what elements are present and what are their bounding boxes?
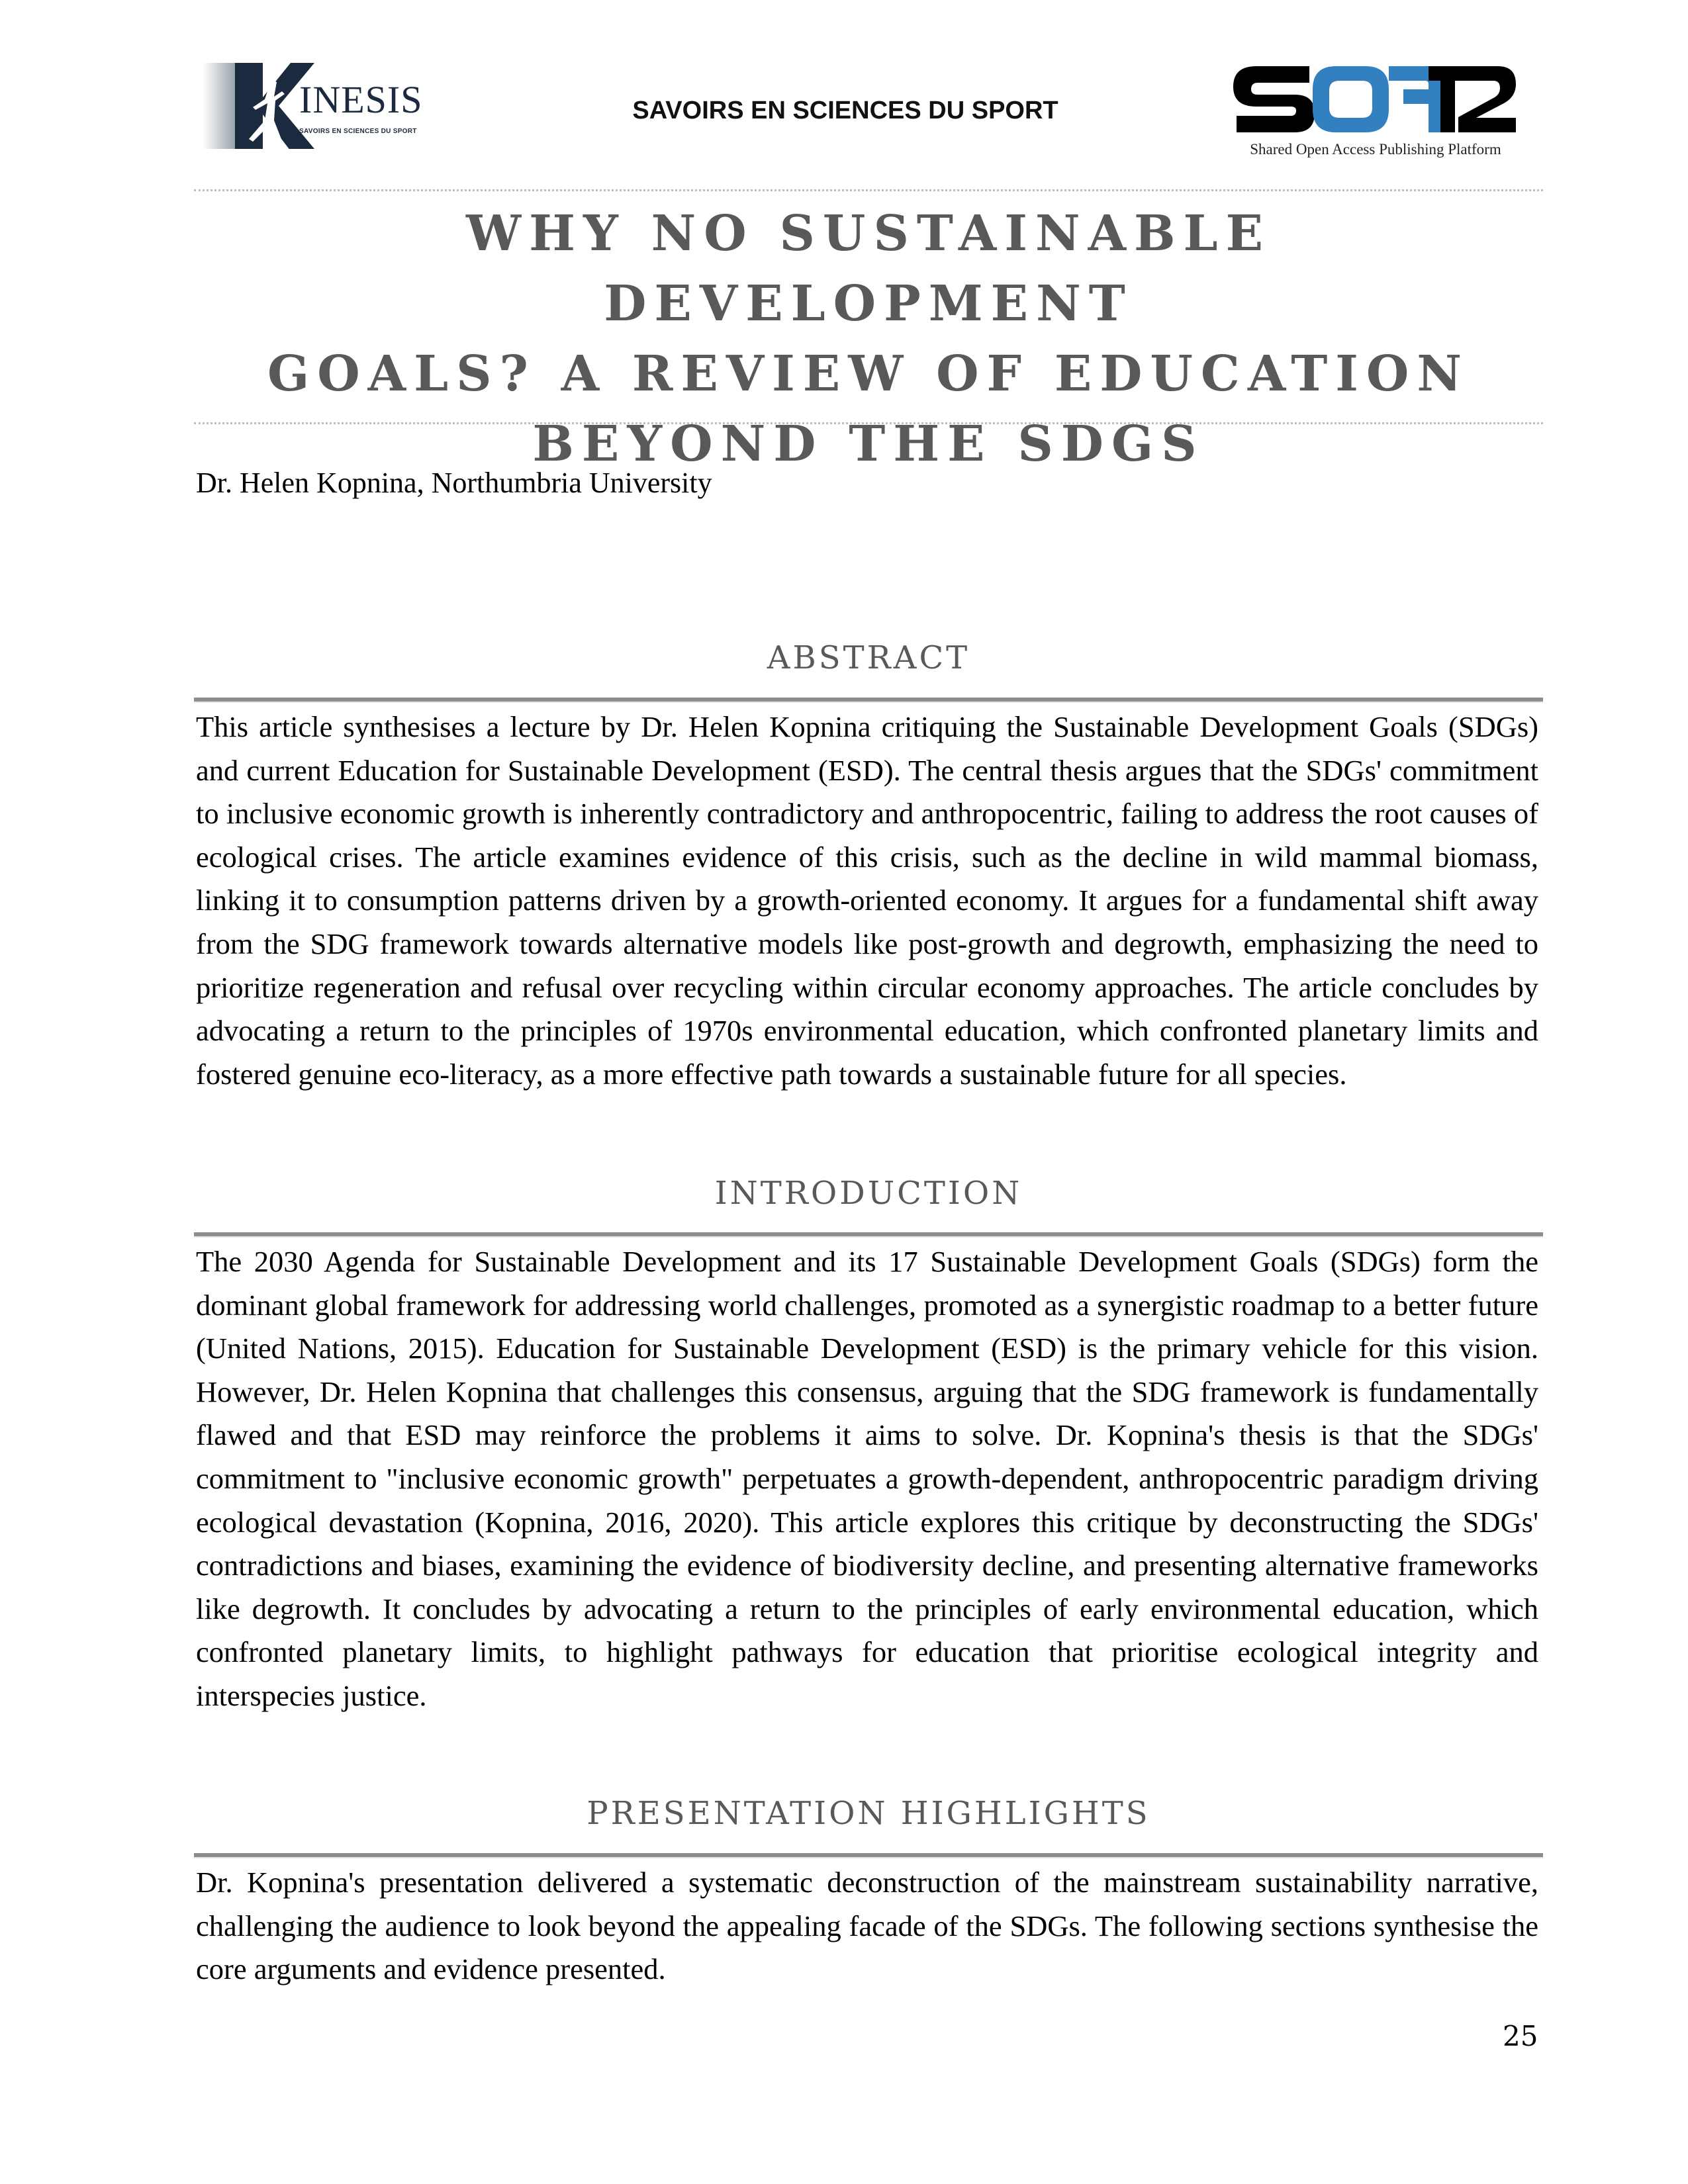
kinesis-tagline: SAVOIRS EN SCIENCES DU SPORT [299,128,417,135]
section-rule-introduction [194,1232,1543,1238]
soap2-wordmark-icon [1230,63,1521,136]
kinesis-wordmark: INESIS [299,78,423,121]
section-heading-abstract: ABSTRACT [767,639,970,676]
section-rule-presentation-highlights [194,1853,1543,1858]
title-line: BEYOND THE SDGS [532,416,1205,473]
article-title [194,199,1543,479]
title-line: WHY NO SUSTAINABLE DEVELOPMENT [466,205,1271,332]
title-divider [194,422,1543,424]
soap2-tagline: Shared Open Access Publishing Platform [1250,141,1501,158]
introduction-paragraph: The 2030 Agenda for Sustainable Development and its 17 Sustainable Development Goals (SDGs) form the dominant global framework for addressing world challenges, promoted as a synergistic roadmap to a better future (United Nations, 2015). Education for Sustainable Development (ESD) is the primary vehicle for this vision. However, Dr. Helen Kopnina that challenges this consensus, arguing that the SDG framework is fundamentally flawed and that ESD may reinforce the problems it aims to solve. Dr. Kopnina's thesis is that the SDGs' commitment to "inclusive economic growth" perpetuates a growth-dependent, anthropocentric paradigm driving ecological devastation (Kopnina, 2016, 2020). This article explores this critique by deconstructing the SDGs' contradictions and biases, examining the evidence of biodiversity decline, and presenting alternative frameworks like degrowth. It concludes by advocating a return to the principles of early environmental education, which confronted planetary limits, to highlight pathways for education that prioritise ecological integrity and interspecies justice. [196,1245,1538,1712]
journal-name-text: SAVOIRS EN SCIENCES DU SPORT [632,97,1058,124]
header-divider [194,189,1543,191]
page-number: 25 [1503,2020,1538,2052]
section-rule-abstract [194,698,1543,703]
section-heading-presentation-highlights: PRESENTATION HIGHLIGHTS [586,1795,1150,1832]
presentation-highlights-paragraph: Dr. Kopnina's presentation delivered a systematic deconstruction of the mainstream sustainability narrative, challenging the audience to look beyond the appealing facade of the SDGs. The following sections synthesise the core arguments and evidence presented. [196,1866,1538,1986]
author-affiliation: Dr. Helen Kopnina, Northumbria University [196,467,712,499]
abstract-paragraph: This article synthesises a lecture by Dr. Helen Kopnina critiquing the Sustainable Development Goals (SDGs) and current Education for Sustainable Development (ESD). The central thesis argues that the SDGs' commitment to inclusive economic growth is inherently contradictory and anthropocentric, failing to address the root causes of ecological crises. The article examines evidence of this crisis, such as the decline in wild mammal biomass, linking it to consumption patterns driven by a growth-oriented economy. It argues for a fundamental shift away from the SDG framework towards alternative models like post-growth and degrowth, emphasizing the need to prioritize regeneration and refusal over recycling within circular economy approaches. The article concludes by advocating a return to the principles of 1970s environmental education, which confronted planetary limits and fostered genuine eco-literacy, as a more effective path towards a sustainable future for all species. [196,710,1538,1091]
section-heading-introduction: INTRODUCTION [714,1175,1023,1212]
title-line: GOALS? A REVIEW OF EDUCATION [267,345,1470,402]
soap2-logo [1230,63,1521,162]
